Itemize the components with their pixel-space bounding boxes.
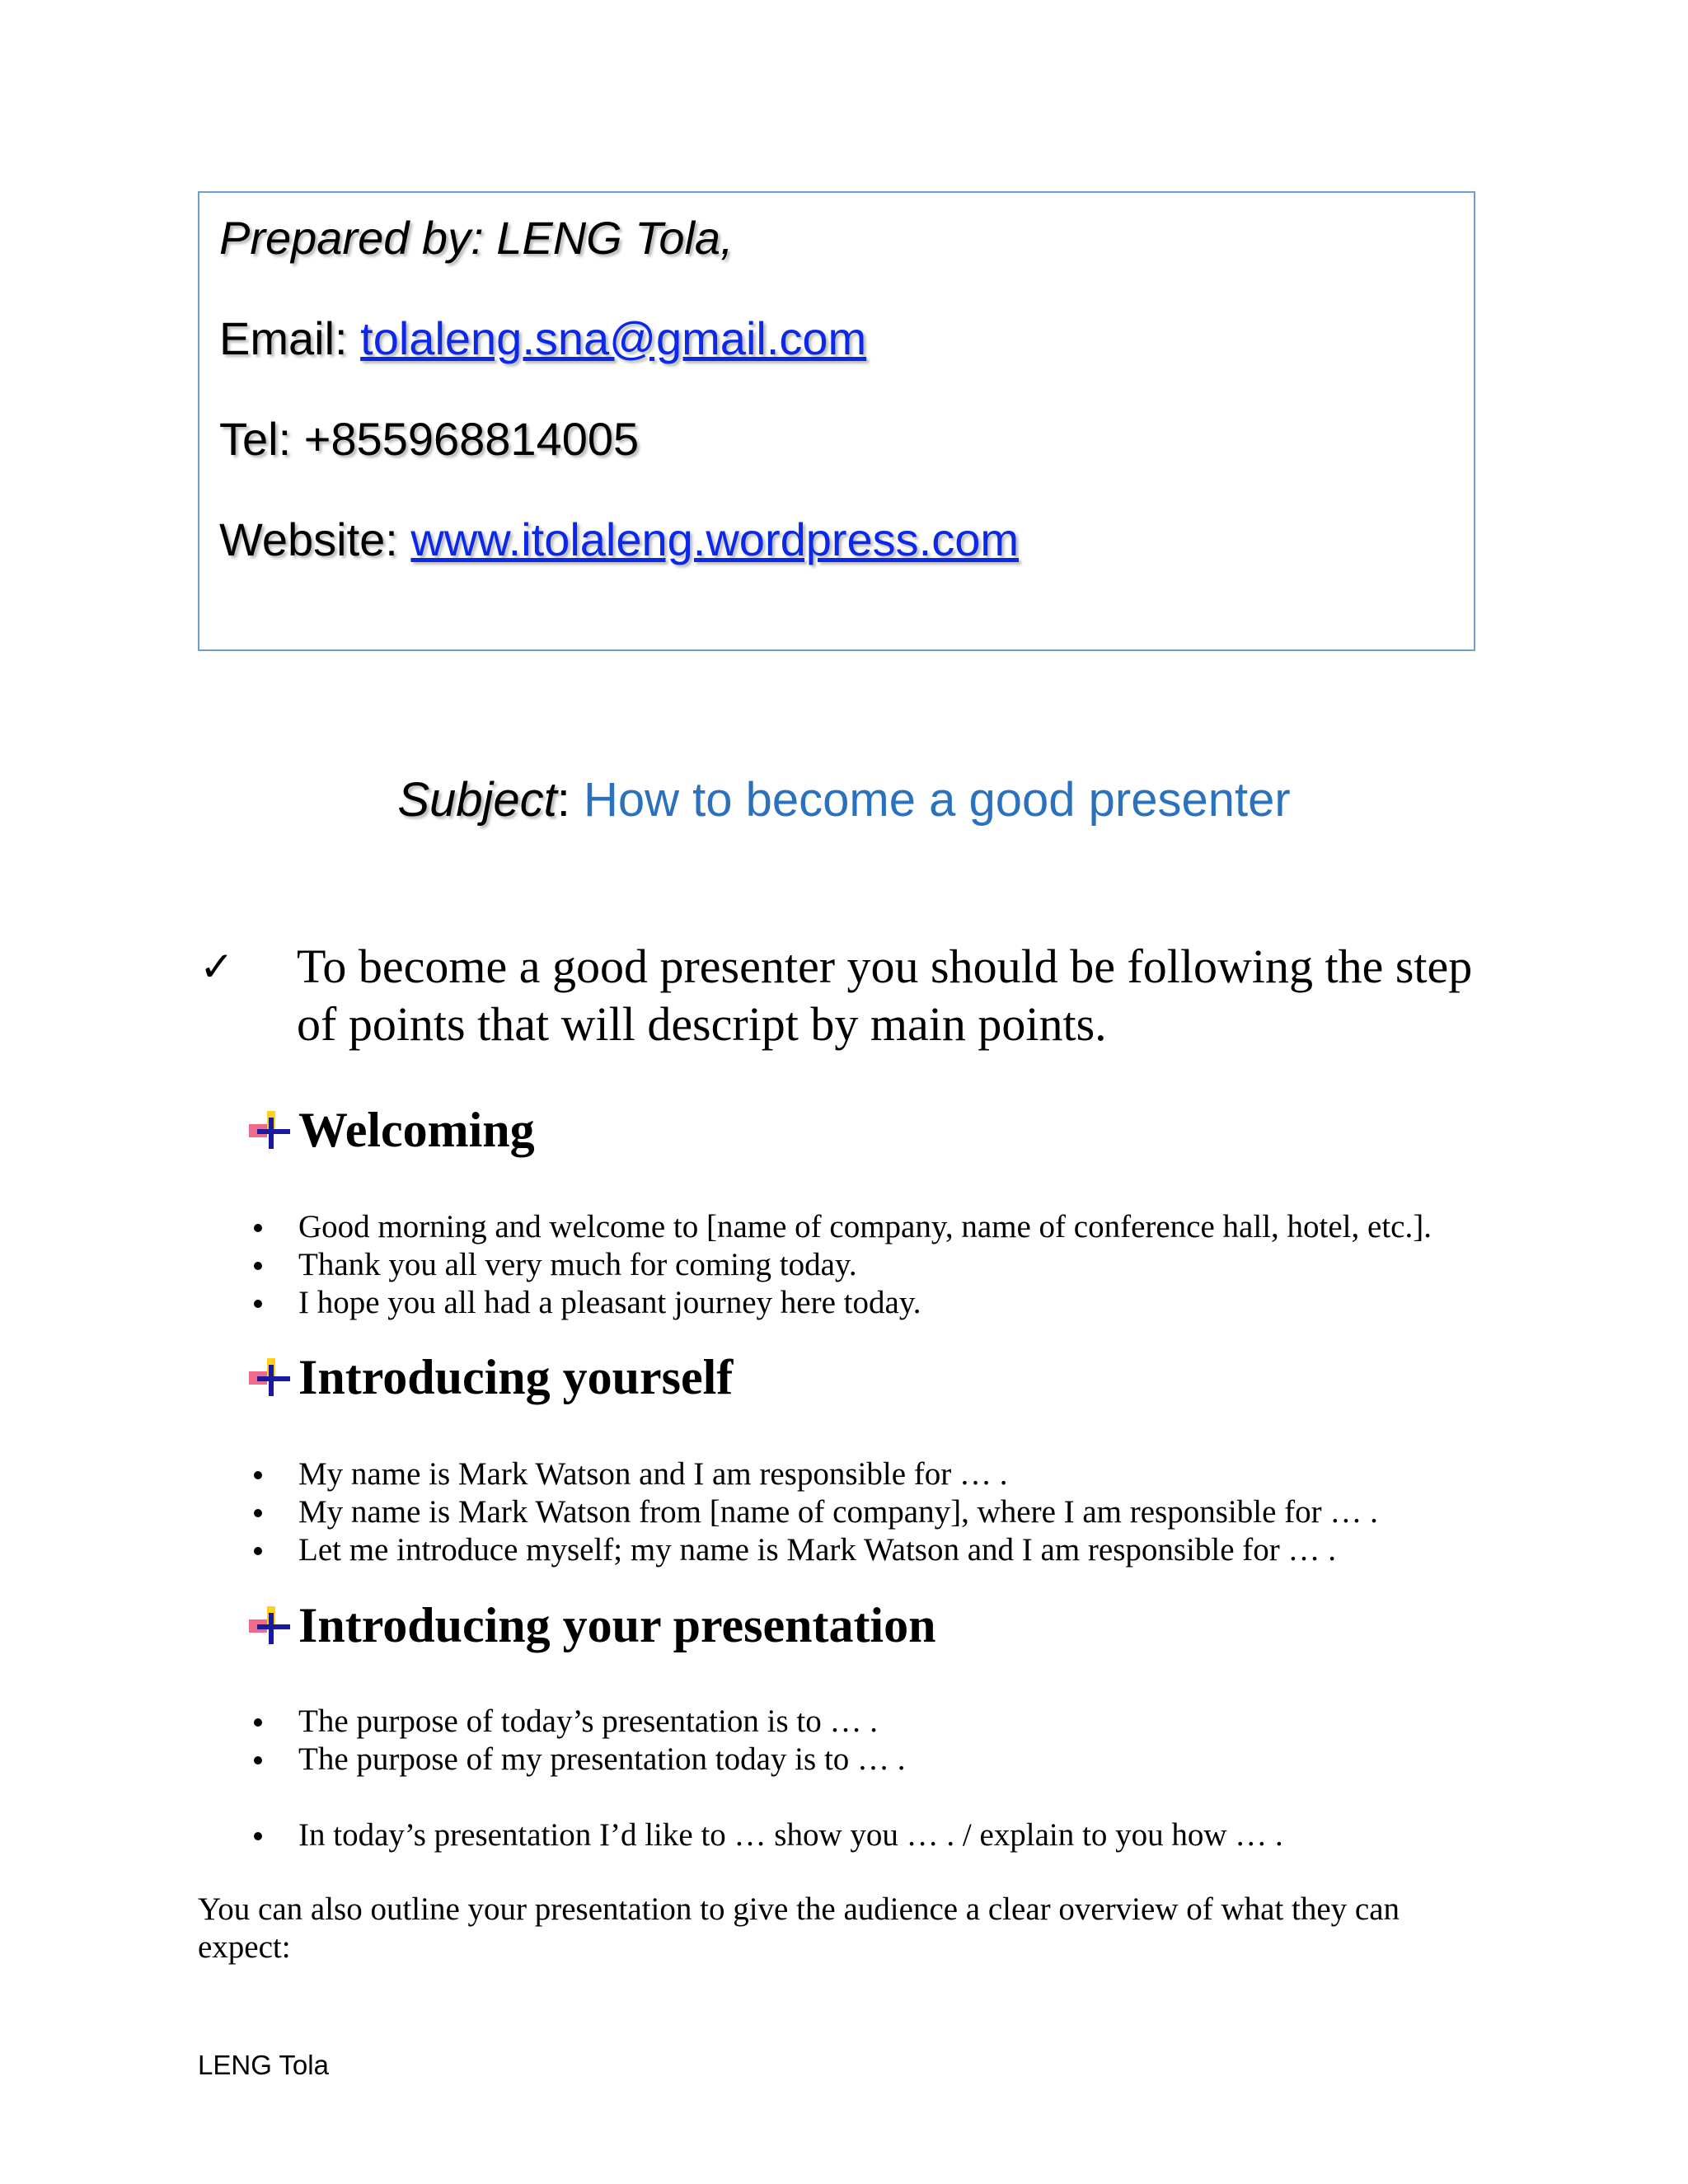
plus-bullet-icon [247,1109,293,1151]
list-item-text: I hope you all had a pleasant journey here today. [298,1285,921,1320]
check-icon: ✓ [199,943,234,991]
section-heading-text: Introducing your presentation [298,1598,936,1652]
email-label: Email: [219,312,361,364]
introducing-yourself-list [247,1455,1378,1569]
page-footer: LENG Tola [198,2050,329,2080]
intro-paragraph [199,938,1484,1053]
email-link[interactable]: tolaleng.sna@gmail.com [360,312,867,364]
bullet-dot-icon [254,1547,262,1555]
list-item [247,1284,1432,1322]
list-item-text: Let me introduce myself; my name is Mark Watson and I am responsible for … . [298,1532,1337,1568]
subject-separator: : [556,773,584,827]
plus-bullet-icon [247,1605,293,1646]
list-item [247,1493,1378,1531]
list-item-text: Good morning and welcome to [name of company, name of conference hall, hotel, etc.]. [298,1209,1432,1244]
prepared-by: Prepared by: LENG Tola, [219,212,734,264]
bullet-dot-icon [254,1718,262,1727]
tel-line: Tel: +855968814005 [219,413,640,465]
welcoming-list [247,1208,1432,1322]
subject-heading [0,771,1688,830]
list-item-text: The purpose of my presentation today is to … . [298,1741,906,1777]
bullet-dot-icon [254,1756,262,1765]
bullet-dot-icon [254,1509,262,1517]
bullet-dot-icon [254,1832,262,1840]
section-heading-text: Welcoming [298,1103,535,1157]
list-item-text: My name is Mark Watson and I am responsible for … . [298,1456,1008,1492]
bullet-dot-icon [254,1300,262,1308]
plus-bullet-icon [247,1357,293,1398]
website-link[interactable]: www.itolaleng.wordpress.com [410,513,1020,565]
introducing-presentation-list [247,1703,1283,1854]
list-item [247,1816,1283,1854]
list-item-text: Thank you all very much for coming today. [298,1247,857,1282]
list-item-text: My name is Mark Watson from [name of company], where I am responsible for … . [298,1494,1378,1530]
email-line [219,310,866,368]
subject-title: How to become a good presenter [584,773,1291,827]
list-item [247,1208,1432,1246]
bullet-dot-icon [254,1471,262,1479]
bullet-dot-icon [254,1262,262,1270]
list-item-text: The purpose of today’s presentation is to … . [298,1704,878,1739]
website-label: Website: [219,513,411,565]
author-info-box [198,191,1475,651]
list-item [247,1531,1378,1569]
list-item [247,1455,1378,1493]
section-heading-text: Introducing yourself [298,1350,734,1404]
bullet-dot-icon [254,1224,262,1232]
closing-paragraph: You can also outline your presentation to give the audience a clear overview of what they can expect: [198,1891,1400,1965]
website-line [219,511,1019,569]
list-item-text: In today’s presentation I’d like to … show you … . / explain to you how … . [298,1817,1283,1853]
subject-label: Subject [397,773,557,827]
list-item [247,1741,1283,1779]
list-item [247,1246,1432,1284]
intro-text: To become a good presenter you should be following the step of points that will descript by main points. [297,940,1473,1051]
list-item [247,1703,1283,1741]
